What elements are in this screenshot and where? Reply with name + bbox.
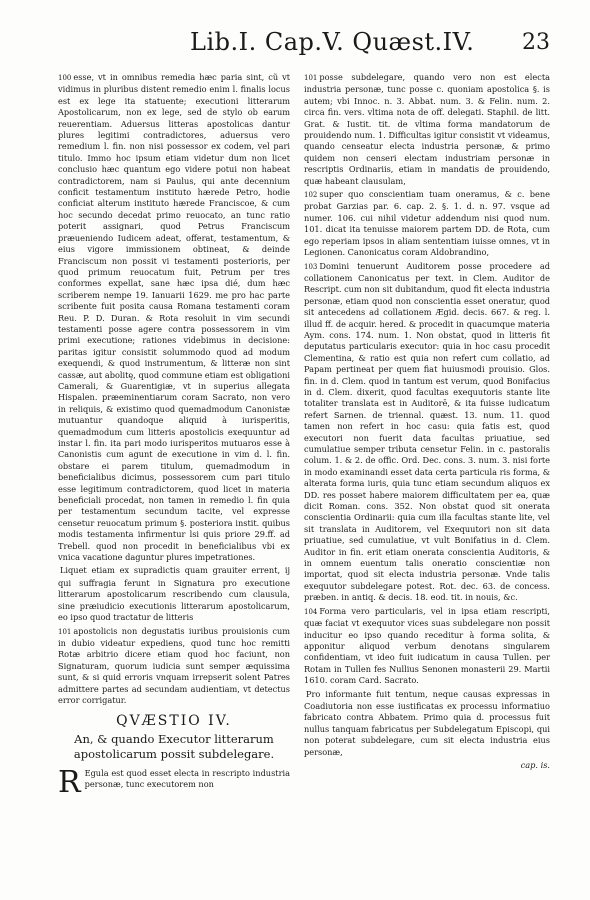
paragraph bbox=[58, 626, 290, 707]
paragraph bbox=[304, 689, 550, 758]
margin-number: 100 bbox=[58, 74, 72, 82]
margin-number: 104 bbox=[304, 607, 318, 616]
right-column bbox=[304, 72, 550, 771]
paragraph bbox=[304, 261, 550, 604]
catchword: cap. is. bbox=[520, 759, 550, 770]
paragraph-text: Domini tenuerunt Auditorem posse procedere ad collationem Canonicatus per text. in Clem. Auditor de Rescript. cum non sit dubitandum, quod fit electa industria personæ, etiam quod non conscientia esset oneratur, quod sit antecedens ad collationem Ægid. decis. 667. & reg. l. illud ff. de acquir. hered. & procedit in quacumque materia Aym. cons. 174. num. 1. Non obstat, quod in litteris fit deputatus particularis executor: quia in hoc casu procedit Clementina, & ratio est quia non refert cum collatio, ad Papam pertineat per quem fiat huiusmodi prouisio. Glos. fin. in d. Clem. quod in tantum est verum, quod Bonifacius in d. Clem. dixerit, quod facultas exequutoris stante lite totaliter translata est in Auditorē, & ita fuisse iudicatum refert Sarnen. de triennal. quæst. 13. num. 11. quod tamen non refert in hoc casu: quia fatis est, quod executori non fuerit data facultas priuatiue, sed cumulatiue semper tributa censetur Felin. in c. pastoralis colum. 1. & 2. de offic. Ord. Dec. cons. 3. num. 3. nisi forte in modo examinandi esset data certa particula ris forma, & alterata forma iuris, quia tunc etiam secundum aliquos ex DD. res posset habere maiorem difficultatem per ea, quæ dicit Roman. cons. 352. Non obstat quod sit onerata conscientia Ordinarii: quia cum illa facultas stante lite, vel sit translata in Auditorem, vel Exequutori non sit data priuatiue, sed cumulatiue, vt vult Bonifatius in d. Clem. Auditor in fin. erit etiam onerata conscientia Auditoris, & in omnem euentum talis oneratio conscientiæ non importat, quod sit electa industria personæ. Vnde talis exequutor subdelegare potest. Rot. dec. 63. de concess. præben. in antiq. & decis. 18. eod. tit. in nouis, &c. bbox=[304, 260, 551, 603]
paragraph-text: Pro informante fuit tentum, neque causas expressas in Coadiutoria non esse iustificatas ex processu informatiuo fabricato contra Abbatem. Primo quia d. processus fuit nullus tanquam fabricatus per Subdelegatum Episcopi, qui non poterat subdelegare, cum sit electa industria eius personæ, bbox=[304, 688, 550, 757]
drop-cap: R bbox=[58, 764, 81, 800]
paragraph bbox=[304, 72, 550, 187]
left-column bbox=[58, 72, 290, 800]
running-head: Lib.I. Cap.V. Quæst.IV. bbox=[190, 28, 475, 56]
paragraph bbox=[58, 565, 290, 623]
paragraph bbox=[304, 189, 550, 258]
paragraph-text: Liquet etiam ex supradictis quam grauiter errent, ij qui suffragia ferunt in Signatura pro executione litterarum apostolicarum rescribendo cum clausula, sine præiudicio executionis litterarum apostolicarum, eo ipso quod tractatur de litteris bbox=[58, 565, 290, 623]
paragraph bbox=[304, 606, 550, 687]
margin-number: 101 bbox=[58, 627, 72, 636]
question-paragraph bbox=[58, 764, 290, 800]
question-heading: QVÆSTIO IV. bbox=[116, 713, 232, 730]
paragraph-text: apostolicis non degustatis iuribus prouisionis cum in dubio videatur expediens, quod tunc hoc remitti Rotæ arbitrio dicere etiam quod hoc faciunt, non Signaturam, quorum iudicia sunt semper æquissima sunt, & si quid erroris vnquam irrepserit solent Patres admittere partes ad secundam audientiam, vt detectus error corrigatur. bbox=[58, 625, 290, 705]
paragraph bbox=[58, 72, 290, 563]
margin-number: 102 bbox=[304, 191, 318, 200]
paragraph-text: Forma vero particularis, vel in ipsa etiam rescripti, quæ faciat vt exequutor vices suas subdelegare non possit inducitur eo ipso quando receditur à forma solita, & apponitur aliquod verbum denotans singularem confidentiam, vt ideo fuit iudicatum in causa Tullen. per Rotam in Tullen fes Nullius Senonen monasterii 29. Martii 1610. coram Card. Sacrato. bbox=[304, 605, 550, 686]
paragraph-text: esse, vt in omnibus remedia hæc paria sint, cũ vt vidimus in pluribus distent remedio enim l. finalis locus est ex lege ita statuente; executioni litterarum Apostolicarum, non ex lege, sed de stylo ob earum reuerentiam. Aduersus litteras apostolicas dantur plures legitimi contradictores, aduersus vero remedium l. fin. non nisi possessor ex codem, vel pari titulo. Immo hoc ipsum etiam videtur dum non licet conclusio hæc quantum ego videre potui non habeat contradictorem, nam si Paulus, qui ante decennium conficit testamentum instituto hærede Petro, hodie conficiat alterum instituto hærede Franciscoe, & cum hoc secundo decedat primo reuocato, an tunc ratio poterit assignari, quod Petrus Franciscum præueniendo Iudicem adeat, offerat, testamentum, & eius vigore immissionem obtineat, & deinde Franciscum non possit vi testamenti posterioris, per quod primum reuocatum fuit, Petrum per tres conformes expellat, sane hæc ipsa dié, dum hæc scriberem nempe 19. Ianuarii 1629. me pro hac parte scribente fuit posita causa Romana testamenti coram Reu. P. D. Duran. & Rota resoluit in vim secundi testamenti posse agere contra possessorem in vim primi executione; rationes videbimus in decisione: paritas igitur consistit solummodo quod ad modum exequendi, & quod instrumentum, & litteræ non sint cassæ, aut abolitę, quod commune etiam est obligationi Camerali, & Guarentigiæ, vt in superius allegata Hispalen. præeminentiarum coram Sacrato, non vero in reliquis, & existimo quod quemadmodum Canonistæ mutuantur quandoque aliquid à iurisperitis, quemadmodum cum litteris apostolicis exequuntur ad instar l. fin. ita pari modo iurisperitos mutuaros esse à Canonistis cum agunt de executione in vim d. l. fin. obstare ei parem titulum, quemadmodum in beneficialibus dicimus, possessorem cum pari titulo esse legitimum contradictorem, quod licet in materia beneficiali procedat, non tamen in remedio l. fin quia per testamentum secundum tacite, vel expresse censetur reuocatum primum §. posteriora instit. quibus modis testamenta infirmentur lsi quis priore 29.ff. ad Trebell. quod non procedit in beneficialibus vbi ex vnica vacatione daguntur plures impetrationes. bbox=[58, 72, 290, 563]
page-number: 23 bbox=[522, 30, 550, 55]
margin-number: 103 bbox=[304, 262, 318, 271]
paragraph-text: super quo conscientiam tuam oneramus, & c. bene probat Garzias par. 6. cap. 2. §. 1. d. n. 97. vsque ad numer. 106. cui nihil videtur addendum nisi quod num. 101. dicat ita tenuisse maiorem partem DD. de Rota, cum ego reperiam ipsos in aliam sententiam iuisse omnes, vt in Legionen. Canonicatus coram Aldobrandino, bbox=[304, 189, 550, 258]
paragraph-text: Egula est quod esset electa in rescripto industria personæ, tunc executorem non bbox=[84, 767, 290, 790]
page-header bbox=[60, 28, 550, 68]
question-title: An, & quando Executor litterarum apostolicarum possit subdelegare. bbox=[73, 731, 275, 761]
paragraph-text: posse subdelegare, quando vero non est electa industria personæ, tunc posse c. quoniam apostolica §. is autem; vbi Innoc. n. 3. Abbat. num. 3. & Felin. num. 2. circa fin. vers. vltima nota de off. delegati. Staphil. de litt. Grat. & Iustit. tit. de vltima forma mandatorum de prouidendo num. 1. Difficultas igitur consistit vt videamus, quando censeatur electa industria personæ, & primo quidem non censeri electam industriam personæ in rescriptis Ordinariis, etiam in mandatis de prouidendo, quæ habeant clausulam, bbox=[304, 72, 550, 186]
margin-number: 101 bbox=[304, 74, 318, 82]
